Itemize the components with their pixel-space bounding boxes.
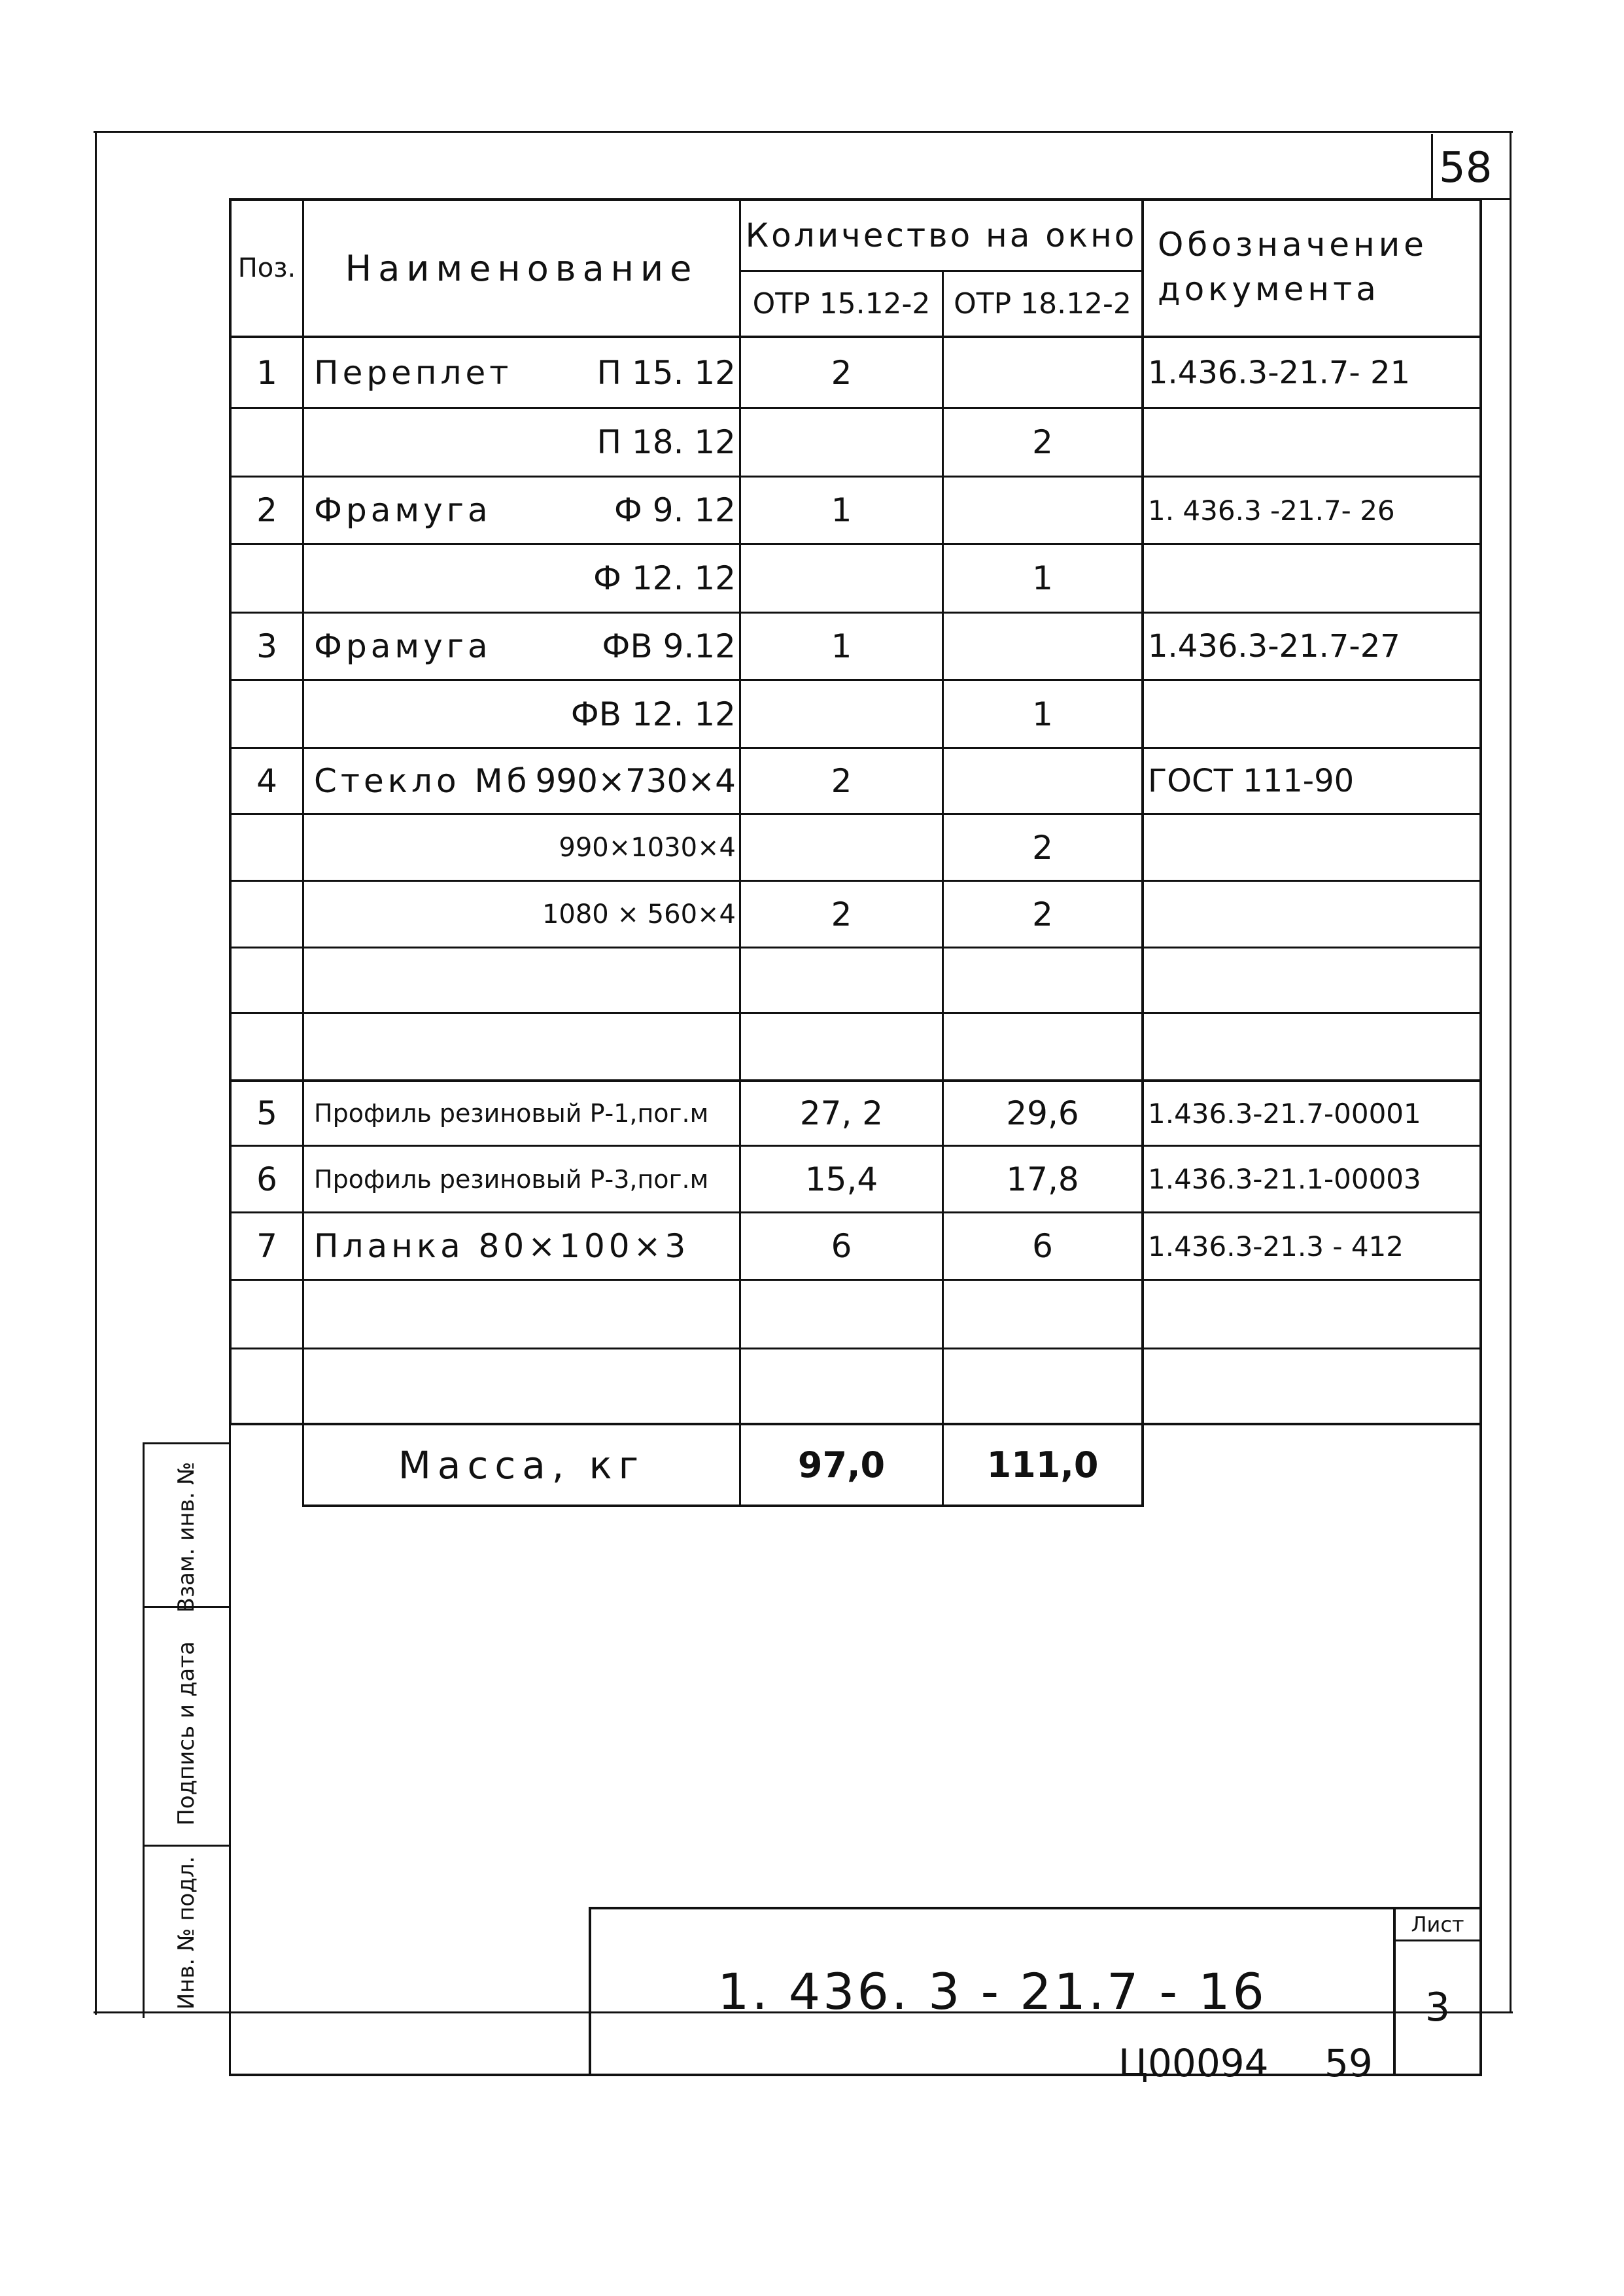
row-qty2 [944,1014,1141,1079]
row-pos: 3 [256,627,277,665]
row-doc: 1.436.3-21.7- 21 [1148,354,1411,391]
header-qty-col2: ОТР 18.12-2 [954,287,1132,321]
row-doc: 1.436.3-21.1-00003 [1148,1163,1421,1195]
row-mark: 990×1030×4 [559,832,736,863]
row-doc [1148,815,1478,880]
row-pos: 5 [256,1094,277,1132]
row-pos [232,882,302,947]
row-doc [1148,1281,1478,1348]
row-mark [510,1147,742,1211]
row-qty2: 1 [1032,559,1053,597]
header-name: Наименование [345,247,699,289]
row-qty1 [741,545,942,612]
row-mark: Ф 12. 12 [593,559,736,597]
row-name: Стекло Мб [314,762,531,800]
row-name: Профиль резиновый Р-1,пог.м [314,1099,709,1128]
row-name: Фрамуга [314,627,492,665]
row-qty1: 1 [831,491,852,529]
row-qty1 [741,1281,942,1348]
row-doc [1148,1349,1478,1423]
row-name: Планка 80×100×3 [314,1227,690,1265]
row-qty1 [741,948,942,1012]
row-doc: 1.436.3-21.7-00001 [1148,1097,1421,1130]
sheet-label: Лист [1411,1912,1464,1937]
row-qty2 [944,338,1141,407]
stamp-field-replace: Взам. инв. № [173,1461,199,1613]
archive-number: Ц00094 [1118,2041,1269,2085]
row-qty1 [741,409,942,476]
mass-label: Масса, кг [398,1442,646,1487]
row-qty2: 29,6 [1006,1094,1079,1132]
row-qty2 [944,614,1141,679]
row-doc [1148,882,1478,947]
header-pos: Поз. [237,253,296,283]
row-pos [232,409,302,476]
row-mark: ФВ 9.12 [602,627,736,665]
row-pos [232,948,302,1012]
sheet-number-top: 58 [1439,144,1493,192]
row-name: Фрамуга [314,491,492,529]
row-qty2 [944,948,1141,1012]
row-qty1: 2 [831,762,852,800]
row-qty2: 6 [1032,1227,1053,1265]
row-qty2: 2 [1032,423,1053,461]
mass-q1: 97,0 [797,1444,886,1486]
row-doc [1148,1014,1478,1079]
row-doc: 1.436.3-21.3 - 412 [1148,1230,1404,1262]
mass-q2: 111,0 [986,1444,1099,1486]
row-pos: 2 [256,491,277,529]
stamp-field-inventory: Инв. № подл. [173,1856,199,2010]
stamp-field-signature: Подпись и дата [173,1641,199,1826]
row-qty1: 6 [831,1227,852,1265]
row-qty2 [944,478,1141,543]
row-mark: П 18. 12 [596,423,736,461]
row-qty2 [944,1281,1141,1348]
page-number: 59 [1324,2041,1373,2085]
row-mark: 1080 × 560×4 [542,899,736,930]
row-qty1 [741,1349,942,1423]
row-qty1 [741,681,942,747]
row-mark [510,1213,742,1279]
row-mark [510,1281,742,1348]
row-qty1: 2 [831,895,852,933]
sheet-number: 3 [1425,1985,1451,2030]
row-mark: П 15. 12 [596,353,736,392]
document-code: 1. 436. 3 - 21.7 - 16 [717,1962,1267,2021]
row-qty2 [944,749,1141,813]
row-pos [232,815,302,880]
row-qty1: 2 [831,353,852,392]
row-pos [232,545,302,612]
row-mark [510,1082,742,1145]
row-qty2: 2 [1032,828,1053,867]
row-pos: 1 [256,353,277,392]
row-qty1: 27, 2 [799,1094,884,1132]
row-qty2: 17,8 [1006,1160,1079,1198]
row-qty1: 1 [831,627,852,665]
row-qty2: 2 [1032,895,1053,933]
row-qty1 [741,815,942,880]
row-mark: Ф 9. 12 [613,491,736,529]
row-mark [510,1014,742,1079]
row-qty1: 15,4 [804,1160,878,1198]
row-doc [1148,948,1478,1012]
row-doc [1148,545,1478,612]
row-pos: 6 [256,1160,277,1198]
row-pos: 4 [256,762,277,800]
row-doc [1148,409,1478,476]
header-qty-col1: ОТР 15.12-2 [752,287,931,321]
row-doc [1148,681,1478,747]
row-pos [232,1281,302,1348]
header-doc: Обозначение документа [1158,226,1428,308]
row-mark [510,1349,742,1423]
row-doc: 1.436.3-21.7-27 [1148,628,1400,665]
row-pos [232,1349,302,1423]
row-qty2 [944,1349,1141,1423]
row-mark: ФВ 12. 12 [570,695,736,733]
row-name: Переплет [314,353,513,392]
row-name: Профиль резиновый Р-3,пог.м [314,1164,709,1194]
row-doc: ГОСТ 111-90 [1148,763,1355,799]
row-pos [232,681,302,747]
row-qty1 [741,1014,942,1079]
header-qty-group: Количество на окно [745,217,1137,254]
row-mark [510,948,742,1012]
row-pos: 7 [256,1227,277,1265]
row-doc: 1. 436.3 -21.7- 26 [1148,494,1395,527]
row-pos [232,1014,302,1079]
row-mark: 990×730×4 [535,762,736,800]
row-qty2: 1 [1032,695,1053,733]
